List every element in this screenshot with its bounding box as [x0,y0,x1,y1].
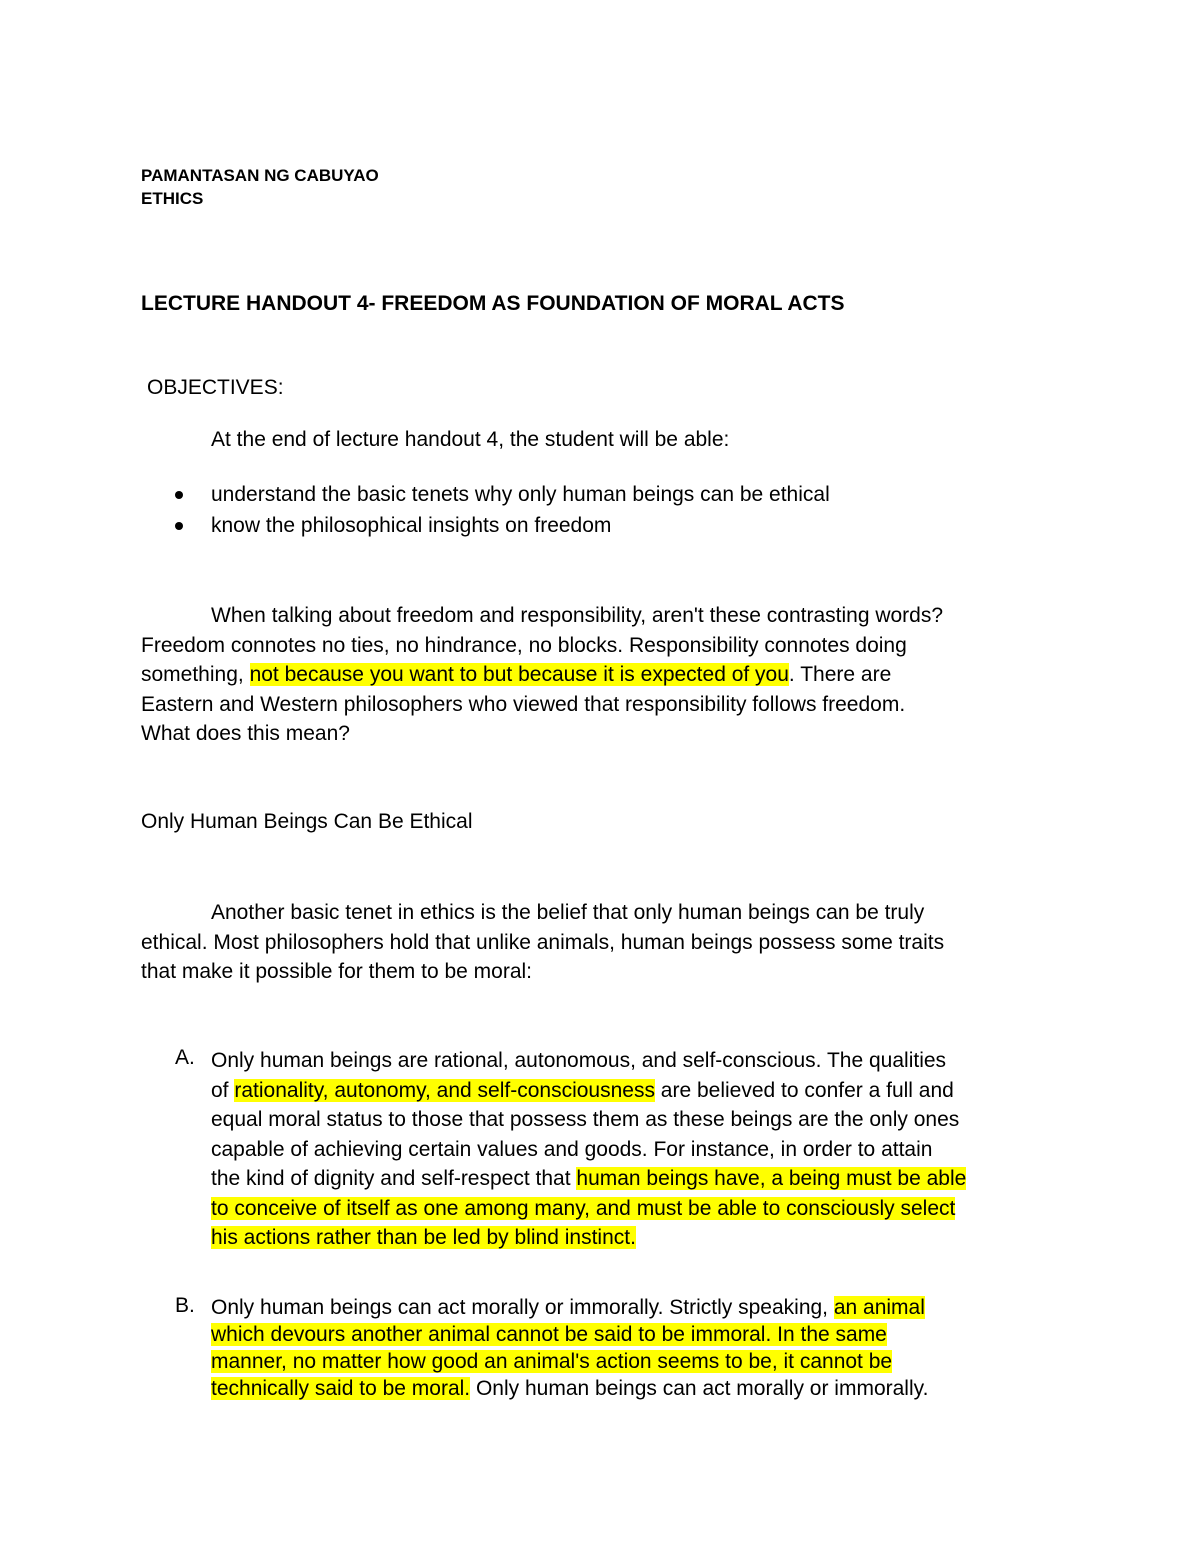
item-line: capable of achieving certain values and goods. For instance, in order to attain [211,1137,933,1161]
highlighted-text: manner, no matter how good an animal's action seems to be, it cannot be [211,1350,893,1373]
highlighted-text: which devours another animal cannot be said to be immoral. In the same [211,1323,887,1346]
bullet-icon [175,522,183,530]
item-line: Only human beings are rational, autonomous, and self-conscious. The qualities [211,1049,947,1072]
text-run: . There are [788,663,892,686]
item-line [211,1375,1071,1402]
highlighted-text: an animal [833,1296,925,1319]
paragraph-line: Eastern and Western philosophers who viewed that responsibility follows freedom. [141,692,906,716]
text-run: of [211,1078,235,1102]
text-run: the kind of dignity and self-respect that [211,1167,577,1190]
list-marker: A. [175,1046,195,1069]
institution-name: PAMANTASAN NG CABUYAO [141,166,379,185]
highlighted-text: to conceive of itself as one among many, and must be able to consciously select [211,1196,956,1220]
course-name: ETHICS [141,189,204,208]
list-item-text [211,1046,1071,1253]
item-line [211,1223,1071,1253]
item-line [211,1294,1071,1321]
item-line [211,1321,1071,1348]
objective-item: understand the basic tenets why only human beings can be ethical [211,483,830,506]
text-run: are believed to confer a full and [654,1078,954,1102]
paragraph-line: that make it possible for them to be moral: [141,960,533,983]
text-run: Only human beings can act morally or immorally. [470,1377,929,1400]
bullet-icon [175,491,183,499]
paragraph-line: Another basic tenet in ethics is the belief that only human beings can be truly [211,901,925,924]
handout-title: LECTURE HANDOUT 4- FREEDOM AS FOUNDATION OF MORAL ACTS [141,292,845,315]
highlighted-text: human beings have, a being must be able [576,1167,967,1190]
item-line [211,1164,1071,1194]
text-run: something, [141,663,250,686]
objectives-intro: At the end of lecture handout 4, the student will be able: [211,428,730,451]
list-marker: B. [175,1294,195,1317]
item-line [211,1348,1071,1375]
item-line [211,1076,1071,1106]
intro-paragraph [141,601,1061,749]
highlighted-text: not because you want to but because it is expected of you [249,663,789,686]
highlighted-text: technically said to be moral. [211,1377,471,1400]
objective-item: know the philosophical insights on freedom [211,514,612,537]
text-run: Only human beings can act morally or immorally. Strictly speaking, [211,1296,834,1319]
paragraph-line: Freedom connotes no ties, no hindrance, no blocks. Responsibility connotes doing [141,633,907,657]
paragraph-line: ethical. Most philosophers hold that unlike animals, human beings possess some traits [141,930,945,954]
highlighted-text: rationality, autonomy, and self-consciousness [234,1078,655,1102]
paragraph-line: When talking about freedom and responsibility, aren't these contrasting words? [211,604,944,627]
section-paragraph [141,898,1061,987]
paragraph-line: What does this mean? [141,722,350,745]
list-item-text [211,1294,1071,1402]
item-line [211,1194,1071,1224]
objectives-label: OBJECTIVES: [147,376,284,399]
item-line: equal moral status to those that possess them as these beings are the only ones [211,1108,960,1131]
section-heading: Only Human Beings Can Be Ethical [141,810,473,833]
highlighted-text: his actions rather than be led by blind instinct. [211,1226,636,1249]
paragraph-line [141,660,1061,690]
